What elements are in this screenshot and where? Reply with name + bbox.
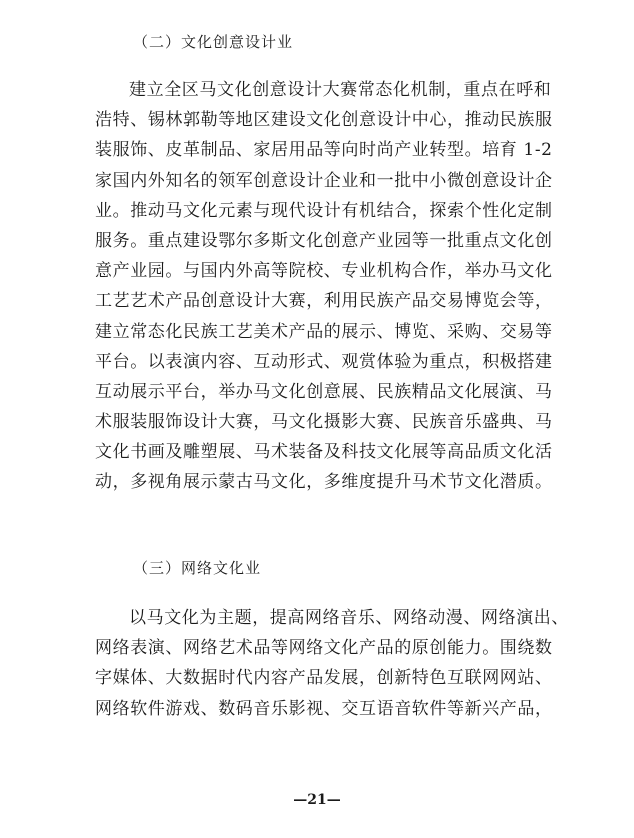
paragraph-line: 建立全区马文化创意设计大赛常态化机制，重点在呼和	[129, 80, 552, 100]
paragraph-line: 业。推动马文化元素与现代设计有机结合，探索个性化定制	[95, 200, 553, 221]
paragraph-line: 以马文化为主题，提高网络音乐、网络动漫、网络演出、	[129, 608, 569, 628]
paragraph-line: 字媒体、大数据时代内容产品发展，创新特色互联网网站、	[95, 668, 553, 689]
paragraph-line: 互动展示平台，举办马文化创意展、民族精品文化展演、马	[95, 381, 553, 402]
section-heading-cultural-creative-design: （二）文化创意设计业	[133, 33, 294, 51]
paragraph-line: 工艺艺术产品创意设计大赛，利用民族产品交易博览会等，	[95, 291, 553, 312]
paragraph-line: 网络表演、网络艺术品等网络文化产品的原创能力。围绕数	[95, 638, 553, 659]
paragraph-line: 家国内外知名的领军创意设计企业和一批中小微创意设计企	[95, 170, 553, 191]
paragraph-line: 术服装服饰设计大赛，马文化摄影大赛、民族音乐盛典、马	[95, 412, 553, 433]
paragraph-line: 网络软件游戏、数码音乐影视、交互语音软件等新兴产品，	[95, 698, 553, 719]
paragraph-line: 平台。以表演内容、互动形式、观赏体验为重点，积极搭建	[95, 351, 553, 372]
paragraph-line: 动，多视角展示蒙古马文化，多维度提升马术节文化潜质。	[95, 472, 553, 493]
paragraph-cultural-creative-design	[95, 75, 553, 498]
paragraph-network-culture	[95, 603, 569, 724]
paragraph-line: 意产业园。与国内外高等院校、专业机构合作，举办马文化	[95, 261, 553, 282]
paragraph-line: 建立常态化民族工艺美术产品的展示、博览、采购、交易等	[95, 321, 553, 342]
paragraph-line: 浩特、锡林郭勒等地区建设文化创意设计中心，推动民族服	[95, 110, 553, 131]
paragraph-line: 文化书画及雕塑展、马术装备及科技文化展等高品质文化活	[95, 442, 553, 463]
page-number: —21—	[293, 792, 341, 808]
paragraph-line: 装服饰、皮革制品、家居用品等向时尚产业转型。培育 1-2	[95, 140, 553, 161]
paragraph-line: 服务。重点建设鄂尔多斯文化创意产业园等一批重点文化创	[95, 230, 553, 251]
section-heading-network-culture: （三）网络文化业	[133, 559, 262, 577]
